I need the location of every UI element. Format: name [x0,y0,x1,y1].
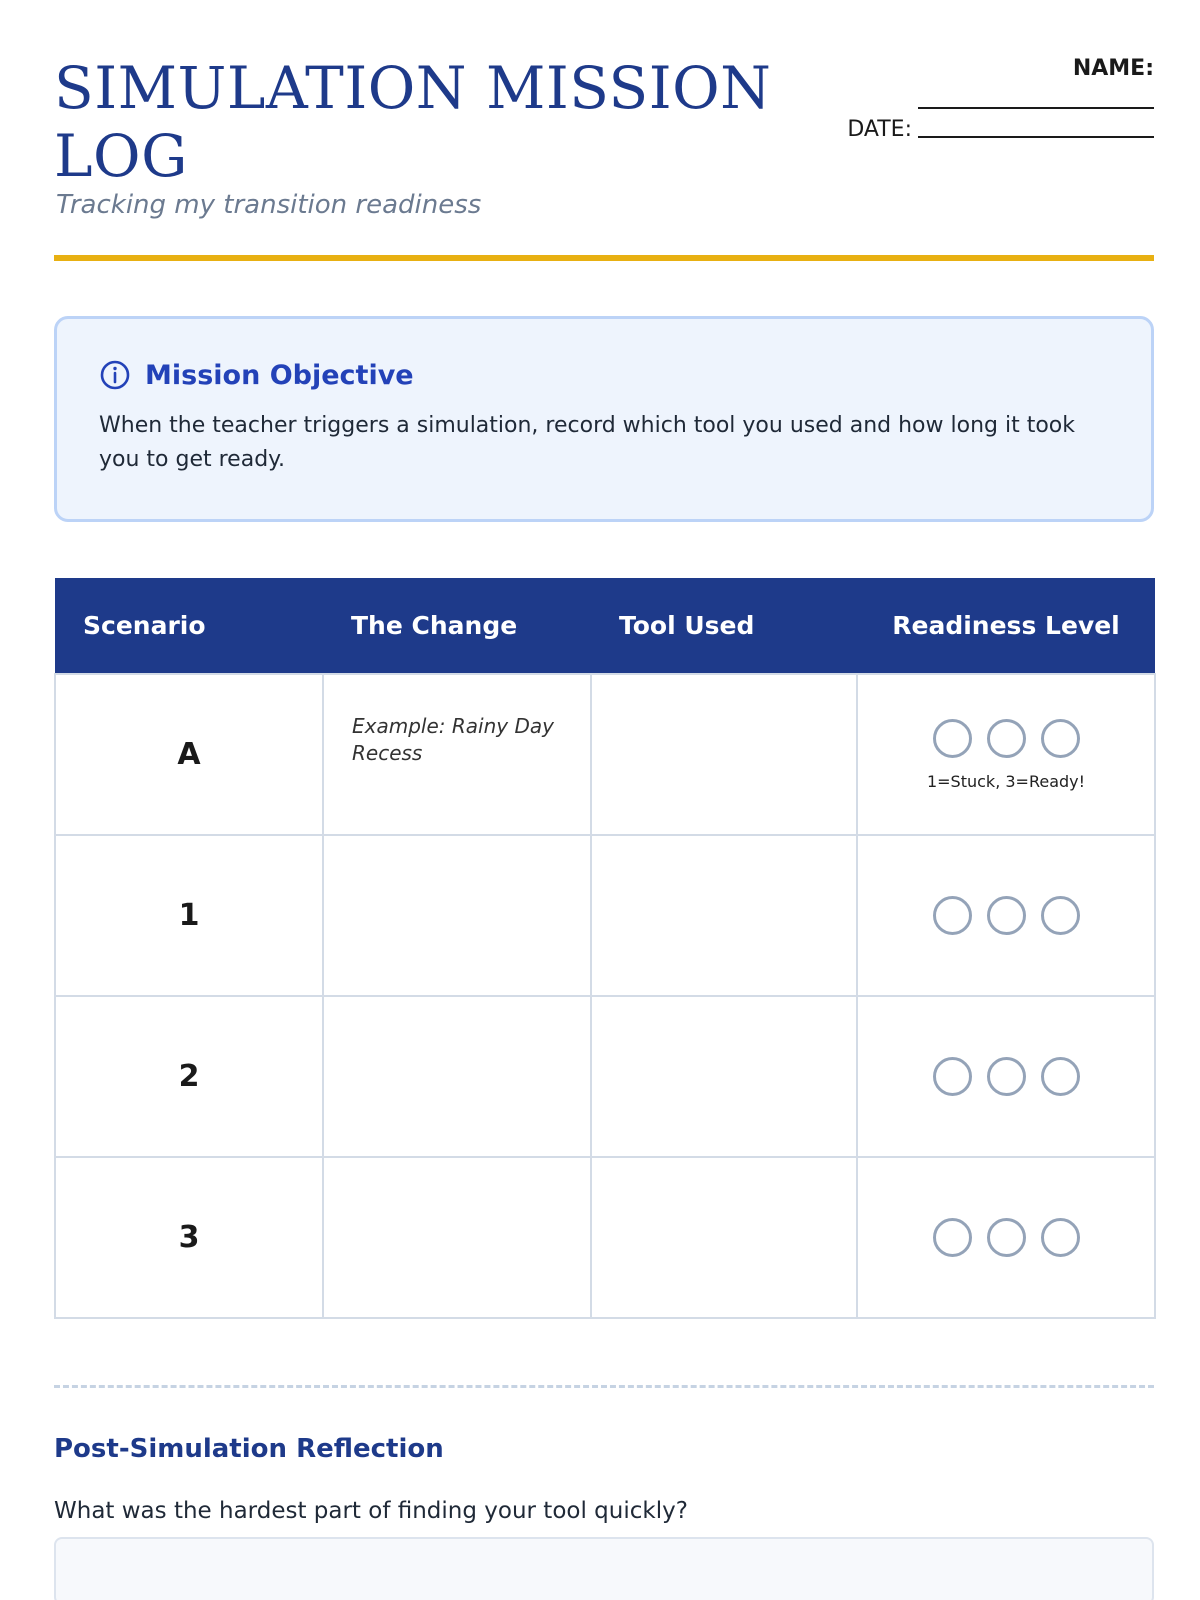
readiness-cell [857,1157,1155,1318]
rating-circle-1[interactable] [933,1057,972,1096]
readiness-rating [858,1057,1154,1096]
rating-scale-note: 1=Stuck, 3=Ready! [926,771,1086,791]
worksheet-page [54,0,1154,1524]
name-field[interactable] [918,91,1154,109]
change-cell[interactable] [323,1157,591,1318]
page-subtitle: Tracking my transition readiness [56,190,482,220]
objective-title: Mission Objective [145,359,414,391]
rating-circle-3[interactable] [1041,719,1080,758]
table-row [55,996,1155,1157]
worksheet-header [54,0,1154,262]
readiness-rating [858,896,1154,935]
reflection-title: Post-Simulation Reflection [54,1434,444,1464]
date-field[interactable] [918,120,1154,138]
scenario-cell: A [55,674,323,835]
change-cell[interactable]: Example: Rainy Day Recess [323,674,591,835]
column-header-tool: Tool Used [591,578,857,674]
header-divider [54,255,1154,261]
readiness-rating [858,719,1154,758]
section-divider [54,1385,1154,1388]
mission-log-table [54,578,1156,1319]
readiness-rating [858,1218,1154,1257]
rating-circle-2[interactable] [987,1057,1026,1096]
info-circle-icon [99,359,131,391]
tool-cell[interactable] [591,996,857,1157]
rating-circle-1[interactable] [933,896,972,935]
readiness-cell [857,835,1155,996]
reflection-answer-field[interactable] [54,1537,1154,1600]
name-date-block [834,56,1154,142]
objective-heading [99,359,1109,391]
mission-objective-box [54,316,1154,522]
name-label: NAME: [1072,56,1154,81]
scenario-cell: 3 [55,1157,323,1318]
column-header-readiness: Readiness Level [857,578,1155,674]
tool-cell[interactable] [591,835,857,996]
rating-circle-3[interactable] [1041,1057,1080,1096]
scenario-cell: 2 [55,996,323,1157]
column-header-change: The Change [323,578,591,674]
rating-circle-2[interactable] [987,896,1026,935]
table-row [55,1157,1155,1318]
date-label: DATE: [847,117,912,142]
rating-circle-3[interactable] [1041,1218,1080,1257]
change-cell[interactable] [323,996,591,1157]
readiness-cell [857,996,1155,1157]
change-cell[interactable] [323,835,591,996]
table-row [55,835,1155,996]
rating-circle-2[interactable] [987,719,1026,758]
date-row [834,117,1154,142]
tool-cell[interactable] [591,674,857,835]
tool-cell[interactable] [591,1157,857,1318]
rating-circle-1[interactable] [933,719,972,758]
table-header-row [55,578,1155,674]
column-header-scenario: Scenario [55,578,323,674]
page-title: SIMULATION MISSION LOG [54,54,772,190]
rating-circle-1[interactable] [933,1218,972,1257]
rating-circle-2[interactable] [987,1218,1026,1257]
objective-text: When the teacher triggers a simulation, record which tool you used and how long it took you to get ready. [99,413,1075,472]
scenario-cell: 1 [55,835,323,996]
reflection-question: What was the hardest part of finding your tool quickly? [54,1498,688,1524]
readiness-cell [857,674,1155,835]
table-row [55,674,1155,835]
rating-circle-3[interactable] [1041,896,1080,935]
